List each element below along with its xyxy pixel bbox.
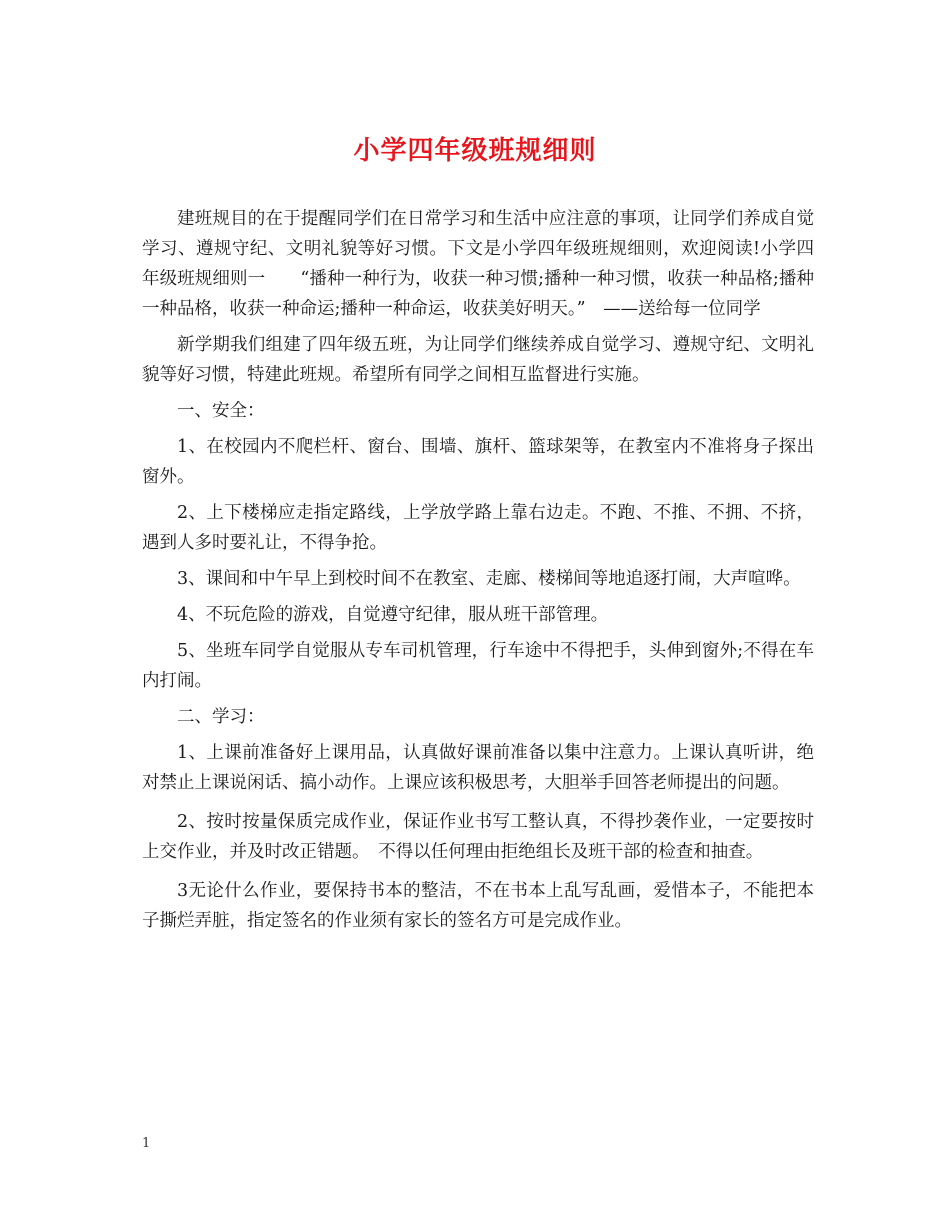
safety-rule-4: 4、不玩危险的游戏，自觉遵守纪律，服从班干部管理。	[177, 605, 609, 625]
safety-rule-3: 3、课间和中午早上到校时间不在教室、走廊、楼梯间等地追逐打闹，大声喧哗。	[177, 569, 801, 589]
document-body	[142, 204, 814, 936]
document-title: 小学四年级班规细则	[353, 136, 597, 166]
page-number: 1	[142, 1136, 151, 1151]
study-rule-3: 3无论什么作业，要保持书本的整洁，不在书本上乱写乱画，爱惜本子，不能把本子撕烂弄脏，指定签名的作业须有家长的签名方可是完成作业。	[142, 881, 814, 931]
section-heading-study: 二、学习：	[177, 707, 265, 727]
paragraph-preface: 新学期我们组建了四年级五班，为让同学们继续养成自觉学习、遵规守纪、文明礼貌等好习惯，特建此班规。希望所有同学之间相互监督进行实施。	[142, 335, 814, 385]
study-rule-2: 2、按时按量保质完成作业，保证作业书写工整认真，不得抄袭作业，一定要按时上交作业，并及时改正错题。 不得以任何理由拒绝组长及班干部的检查和抽查。	[142, 812, 814, 862]
paragraph-intro: 建班规目的在于提醒同学们在日常学习和生活中应注意的事项，让同学们养成自觉学习、遵规守纪、文明礼貌等好习惯。下文是小学四年级班规细则，欢迎阅读!小学四年级班规细则一 “播种一种行为，收获一种习惯;播种一种习惯，收获一种品格;播种一种品格，收获一种命运;播种一种命运，收获美好明天。” ——送给每一位同学	[142, 209, 814, 319]
safety-rule-1: 1、在校园内不爬栏杆、窗台、围墙、旗杆、篮球架等，在教室内不准将身子探出窗外。	[142, 437, 814, 487]
study-rule-1: 1、上课前准备好上课用品，认真做好课前准备以集中注意力。上课认真听讲，绝对禁止上课说闲话、搞小动作。上课应该积极思考，大胆举手回答老师提出的问题。	[142, 743, 814, 793]
safety-rule-2: 2、上下楼梯应走指定路线，上学放学路上靠右边走。不跑、不推、不拥、不挤，遇到人多时要礼让，不得争抢。	[142, 503, 814, 553]
section-heading-safety: 一、安全：	[177, 401, 265, 421]
safety-rule-5: 5、坐班车同学自觉服从专车司机管理，行车途中不得把手，头伸到窗外;不得在车内打闹。	[142, 641, 814, 691]
